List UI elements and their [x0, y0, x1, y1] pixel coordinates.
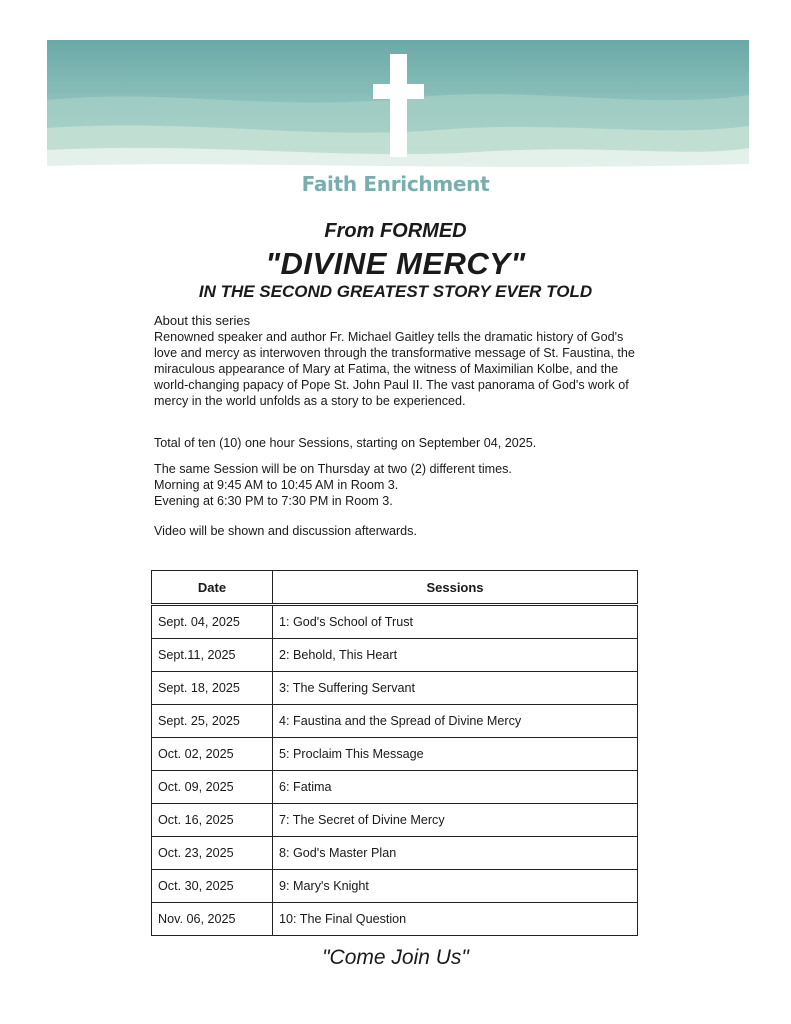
table-header-row — [152, 571, 638, 605]
evening-time: Evening at 6:30 PM to 7:30 PM in Room 3. — [154, 494, 393, 508]
session-date: Sept.11, 2025 — [152, 639, 273, 672]
watercolor-banner — [47, 40, 749, 175]
session-title: 8: God's Master Plan — [273, 837, 638, 870]
about-label: About this series — [154, 313, 251, 328]
same-session-note: The same Session will be on Thursday at two (2) different times. — [154, 462, 512, 476]
table-row — [152, 605, 638, 639]
table-row — [152, 837, 638, 870]
date-header: Date — [152, 571, 273, 605]
table-row — [152, 639, 638, 672]
session-title: 5: Proclaim This Message — [273, 738, 638, 771]
table-row — [152, 705, 638, 738]
session-title: 9: Mary's Knight — [273, 870, 638, 903]
table-row — [152, 771, 638, 804]
session-date: Oct. 23, 2025 — [152, 837, 273, 870]
table-row — [152, 672, 638, 705]
session-title: 3: The Suffering Servant — [273, 672, 638, 705]
header-banner — [47, 40, 749, 175]
session-title: 1: God's School of Trust — [273, 605, 638, 639]
session-date: Sept. 04, 2025 — [152, 605, 273, 639]
session-date: Oct. 30, 2025 — [152, 870, 273, 903]
session-title: 2: Behold, This Heart — [273, 639, 638, 672]
session-title: 10: The Final Question — [273, 903, 638, 936]
banner-title: Faith Enrichment — [301, 172, 490, 196]
table-row — [152, 870, 638, 903]
session-date: Oct. 16, 2025 — [152, 804, 273, 837]
session-date: Oct. 02, 2025 — [152, 738, 273, 771]
table-row — [152, 903, 638, 936]
session-date: Oct. 09, 2025 — [152, 771, 273, 804]
session-date: Nov. 06, 2025 — [152, 903, 273, 936]
session-title: 6: Fatima — [273, 771, 638, 804]
headline-title: "DIVINE MERCY" — [265, 246, 526, 281]
session-title: 7: The Secret of Divine Mercy — [273, 804, 638, 837]
session-date: Sept. 18, 2025 — [152, 672, 273, 705]
session-date: Sept. 25, 2025 — [152, 705, 273, 738]
video-note: Video will be shown and discussion afterwards. — [154, 524, 417, 538]
table-row — [152, 804, 638, 837]
headline-from: From FORMED — [324, 220, 467, 242]
session-times — [154, 461, 644, 509]
session-title: 4: Faustina and the Spread of Divine Mercy — [273, 705, 638, 738]
about-description: Renowned speaker and author Fr. Michael Gaitley tells the dramatic history of God's love and mercy as interwoven through the transformative message of St. Faustina, the miraculous appearance of Mary at Fatima, the witness of Maximilian Kolbe, and the world-changing papacy of Pope St. John Paul II. The vast panorama of God's work of mercy in the world unfolds as a story to be experienced. — [154, 330, 635, 408]
schedule-table — [151, 570, 638, 936]
sessions-header: Sessions — [273, 571, 638, 605]
sessions-total: Total of ten (10) one hour Sessions, starting on September 04, 2025. — [154, 436, 537, 450]
table-row — [152, 738, 638, 771]
closing-tagline: "Come Join Us" — [322, 946, 469, 969]
morning-time: Morning at 9:45 AM to 10:45 AM in Room 3. — [154, 478, 399, 492]
headline-subtitle: IN THE SECOND GREATEST STORY EVER TOLD — [198, 282, 593, 301]
